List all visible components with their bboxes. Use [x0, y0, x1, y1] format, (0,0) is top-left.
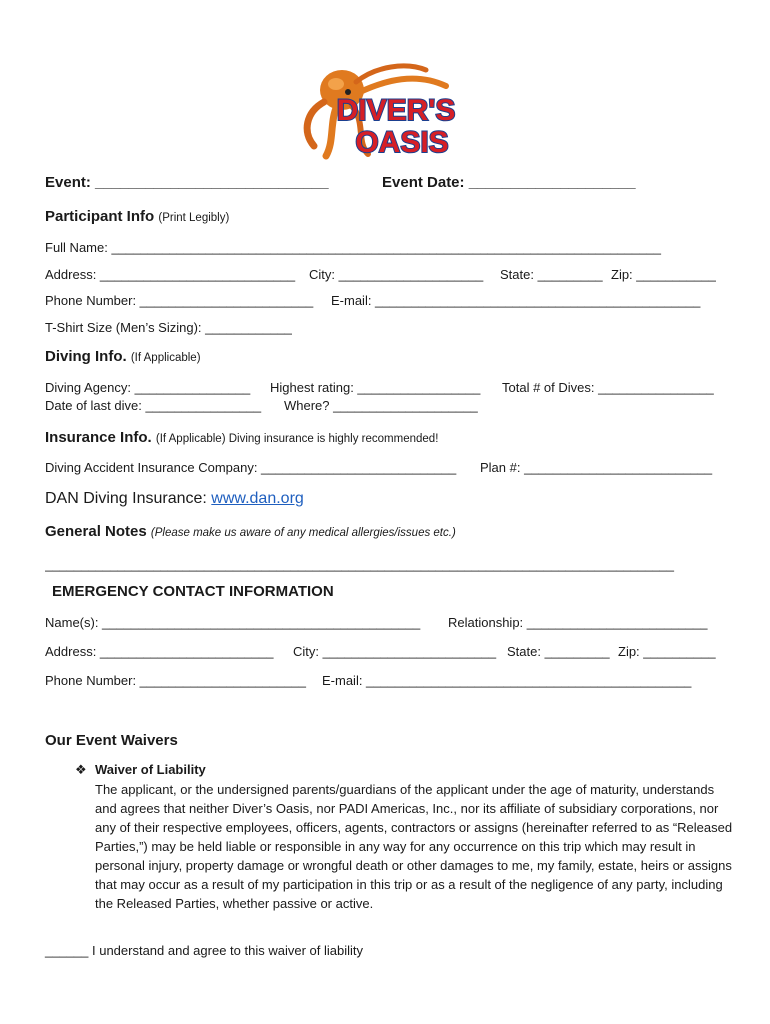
waivers-heading: Our Event Waivers — [45, 732, 178, 749]
waiver-title: Waiver of Liability — [95, 762, 206, 777]
insurance-heading: Insurance Info. (If Applicable) Diving insurance is highly recommended! — [45, 429, 439, 446]
event-field[interactable]: Event: ____________________________ — [45, 174, 329, 191]
address-field[interactable]: Address: ___________________________ — [45, 267, 296, 282]
diving-agency-field[interactable]: Diving Agency: ________________ — [45, 380, 251, 395]
general-notes-heading: General Notes (Please make us aware of any medical allergies/issues etc.) — [45, 523, 456, 540]
emergency-email-field[interactable]: E-mail: _____________________________________________ — [322, 673, 692, 688]
divers-oasis-logo — [296, 62, 472, 162]
highest-rating-field[interactable]: Highest rating: _________________ — [270, 380, 481, 395]
emergency-address-field[interactable]: Address: ________________________ — [45, 644, 274, 659]
waiver-text: The applicant, or the undersigned parents/guardians of the applicant under the age of maturity, understands and agrees that neither Diver’s Oasis, nor PADI Americas, Inc., nor its affiliate of subsidiary corporations, nor any of their respective employees, officers, agents, contractors or assigns (hereinafter referred to as “Released Parties,”) may be held liable or responsible in any way for any occurrence on this trip which may result in personal injury, property damage or wrongful death or other damages to me, my family, estate, heirs or assigns that may occur as a result of my participation in this trip or as a result of the negligence of any party, including the Released Parties, whether passive or active. — [95, 782, 733, 911]
zip-field[interactable]: Zip: ___________ — [611, 267, 716, 282]
emergency-state-field[interactable]: State: _________ — [507, 644, 610, 659]
svg-text:DIVER'S: DIVER'S — [336, 94, 456, 127]
tshirt-size-field[interactable]: T-Shirt Size (Men’s Sizing): ____________ — [45, 320, 292, 335]
phone-field[interactable]: Phone Number: ________________________ — [45, 293, 314, 308]
dan-link[interactable]: www.dan.org — [211, 490, 304, 507]
last-dive-date-field[interactable]: Date of last dive: ________________ — [45, 398, 262, 413]
emergency-names-field[interactable]: Name(s): ____________________________________________ — [45, 615, 421, 630]
general-notes-field[interactable]: _______________________________________________________________________________________ — [45, 557, 675, 572]
emergency-zip-field[interactable]: Zip: __________ — [618, 644, 716, 659]
emergency-phone-field[interactable]: Phone Number: _______________________ — [45, 673, 306, 688]
svg-text:OASIS: OASIS — [355, 126, 449, 159]
dive-location-field[interactable]: Where? ____________________ — [284, 398, 478, 413]
emergency-heading: EMERGENCY CONTACT INFORMATION — [52, 583, 334, 600]
relationship-field[interactable]: Relationship: _________________________ — [448, 615, 708, 630]
emergency-city-field[interactable]: City: ________________________ — [293, 644, 497, 659]
diving-heading: Diving Info. (If Applicable) — [45, 348, 201, 365]
state-field[interactable]: State: _________ — [500, 267, 603, 282]
email-field[interactable]: E-mail: _____________________________________________ — [331, 293, 701, 308]
total-dives-field[interactable]: Total # of Dives: ________________ — [502, 380, 714, 395]
waiver-agree-field[interactable]: ______ I understand and agree to this waiver of liability — [45, 943, 363, 958]
participant-heading: Participant Info (Print Legibly) — [45, 208, 230, 225]
insurance-company-field[interactable]: Diving Accident Insurance Company: ___________________________ — [45, 460, 457, 475]
plan-number-field[interactable]: Plan #: __________________________ — [480, 460, 713, 475]
event-date-field[interactable]: Event Date: ____________________ — [382, 174, 636, 191]
dan-insurance-line: DAN Diving Insurance: www.dan.org — [45, 490, 304, 507]
diamond-bullet-icon: ❖ — [75, 762, 87, 777]
full-name-field[interactable]: Full Name: ____________________________________________________________________________ — [45, 240, 661, 255]
city-field[interactable]: City: ____________________ — [309, 267, 484, 282]
